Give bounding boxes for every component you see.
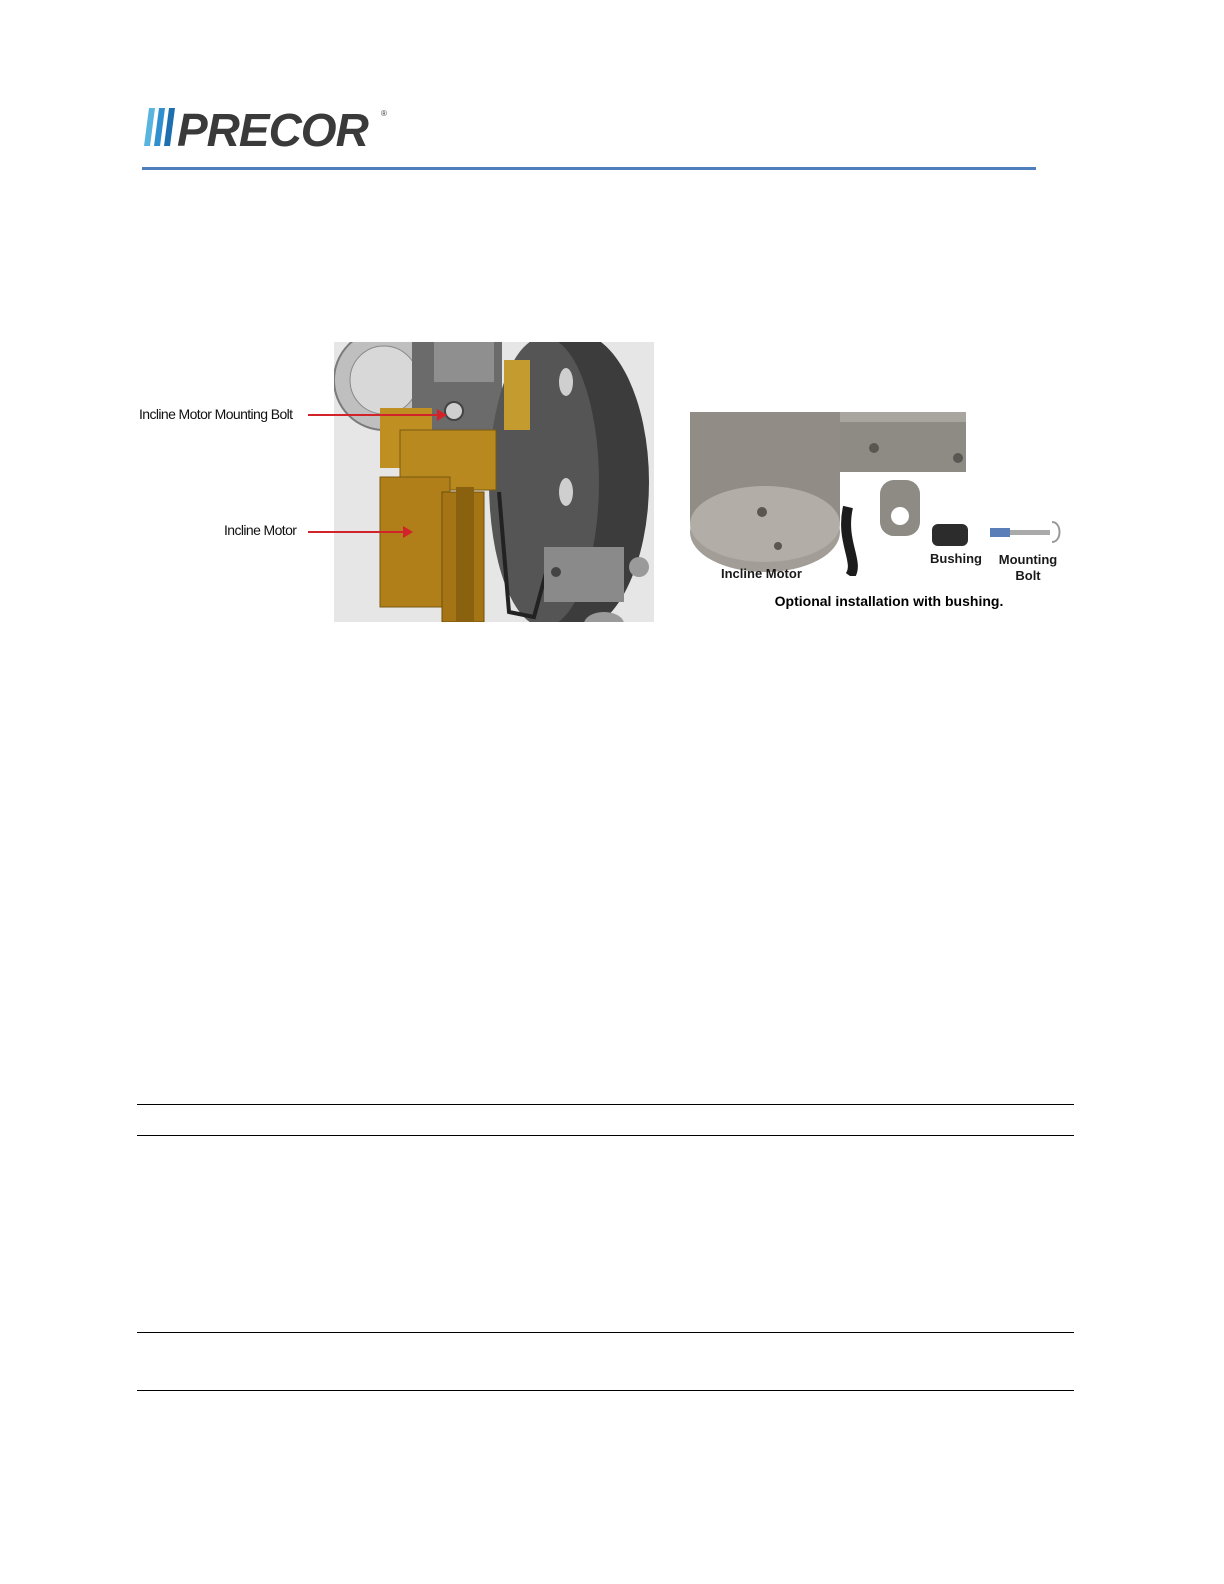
precor-logo [143, 104, 393, 152]
brand-wordmark: PRECOR [177, 104, 368, 152]
callout-mounting-bolt: Incline Motor Mounting Bolt [139, 406, 293, 422]
callout-arrow-incline-motor [308, 531, 404, 533]
header-rule [142, 167, 1036, 170]
callout-arrow-mounting-bolt [308, 414, 438, 416]
label-incline-motor: Incline Motor [721, 566, 802, 581]
incline-motor-drawing [334, 342, 654, 622]
table-rule [137, 1332, 1074, 1333]
table-rule [137, 1104, 1074, 1105]
figure-caption: Optional installation with bushing. [774, 593, 1004, 609]
table-rule [137, 1390, 1074, 1391]
svg-text:®: ® [381, 109, 387, 118]
label-mounting-bolt: Mounting Bolt [998, 552, 1058, 583]
callout-incline-motor: Incline Motor [224, 522, 297, 538]
table-rule [137, 1135, 1074, 1136]
label-bushing: Bushing [930, 551, 982, 566]
